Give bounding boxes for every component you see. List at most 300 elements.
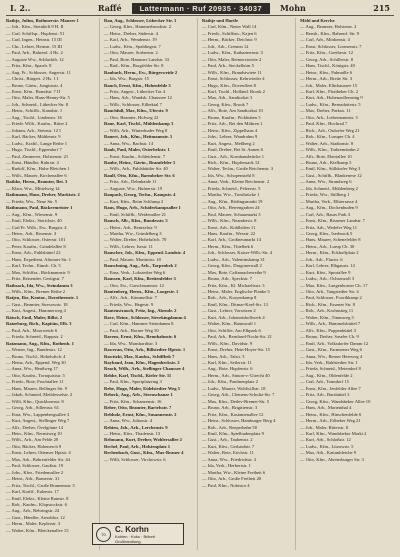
directory-entry: — Frieda, Schneid., Rappstr. 2 [6, 334, 63, 340]
directory-entry: — Kurt, Kfm., Sportallee 9 [300, 269, 351, 275]
directory-entry: — Ida, Ww., Manshardtstr. 3 [104, 340, 158, 346]
directory-entry: — Karl, Tischl., Holländ. Brook 2 [202, 88, 265, 94]
directory-entry: — Rich., Arb., Osdorfer Weg 21 [300, 127, 360, 133]
directory-entry: — Christ., Bürgert. 2 Hs. 1 I [6, 76, 59, 82]
directory-entry: — Rob., Kfm., Luruper Ch. 4 [300, 134, 355, 140]
directory-entry: — Kurt, Arb., Schloßstr. 12 [300, 437, 351, 443]
directory-entry: — Emil, Elektr., Kleine Rainstr. 8 [6, 495, 69, 501]
directory-entry: — Fritz, Arb., Wedeler Weg 11 [300, 224, 358, 230]
directory-entry: Reach, Wilh., Arb., Stellinger Chaussee 4 [104, 366, 185, 372]
directory-entry: — Walter, Kfm., Bleickenallee 15 [6, 527, 69, 533]
directory-entry: — Ida, Ww., Burgstr. 15 [104, 76, 149, 82]
directory-entry: — Friedr. Wilh., Kaufm., Ritter 2 [6, 121, 68, 127]
directory-entry: — Heinr., Schiffb., Kanalstr. 1 [6, 108, 63, 114]
directory-entry: — Anna, Ww., Heußweg 17 [6, 366, 58, 372]
directory-entry: — Rich., Kfm., Essener Str. 8 [300, 301, 355, 307]
directory-entry: — Martha, Verk., Elbterrasse 4 [300, 198, 358, 204]
directory-entry: — Ludw., Kraftf., Lange Reihe 1 [6, 140, 68, 146]
directory-entry: — Ernst, Kfm., Jenfelder Allee 7 [300, 385, 361, 391]
directory-entry: — Georg, Kfm., Hammerbrookstr. 2 [104, 24, 172, 30]
directory-entry: — Walter, Dreher, Hoheluftch. 70 [104, 237, 167, 243]
header-center [98, 3, 306, 14]
directory-entry: — Alfr., Bote, Am Sandtorkai 10 [202, 108, 263, 114]
directory-entry: — Alfr., Kfm., Poppenbüttel 3 [300, 327, 356, 333]
directory-entry: Raue, Karl, Tischl., Mühlenkamp 3 [104, 121, 174, 127]
directory-entry: — Paul, Bote, Hammer Landstr. 33 [104, 56, 170, 62]
directory-entry: — Otto, Arb., Große Freiheit 20 [202, 476, 262, 482]
directory-entry: — Paul, Maurer, Schaarmarkt 3 [202, 211, 261, 217]
directory-entry: — Hein., Kfm., Nernstweg 10 [6, 431, 62, 436]
directory-columns [6, 18, 394, 550]
directory-entry: — Max, Kfm., Detlev-Bremer-Str. 5 [202, 398, 270, 404]
directory-entry: — Karl, Kfm., Flottbeker Ch. 2 [300, 88, 359, 94]
directory-entry: — Carl, Arb., Baurs Park 3 [300, 211, 351, 217]
directory-entry: — Bruno, Gärtn., Jungiusstr. 4 [6, 82, 63, 88]
directory-entry: — Gust., Arb., Taubenstr. 2 [202, 437, 253, 443]
directory-entry: Rauschning, Aug., Arb., Tarpenbek 2 [104, 263, 177, 269]
directory-entry: — Fritz, Angest., Lübecker Tor 4 [104, 88, 166, 94]
directory-entry: — Ernst, Kfm., Rissener Landstr. 7 [300, 218, 365, 224]
directory-entry: Rätsch, Emil, Maler, Billst. 2 [6, 314, 63, 320]
column-3 [202, 18, 296, 550]
directory-entry: — Erna, Ww., Lappenbergsallee 3 [6, 411, 70, 417]
directory-entry: Raybaud, Jean, Kfm., Hagenbeckstr. 2 [104, 360, 180, 366]
directory-entry: — Fritz, Tischl., Große Brunnenstr. 5 [6, 482, 75, 488]
directory-entry: — Wilh., Maurer, Kirchenallee 6 [6, 172, 67, 178]
directory-entry: — Herm., Maler, Keplerstr. 3 [6, 521, 61, 527]
directory-entry: Rawitzki, Max, Kaufm., Schiffbek 7 [104, 353, 175, 359]
directory-entry: — Hugo, Kfm., Dovenfleet 8 [202, 82, 256, 88]
directory-entry: — Georg, Kfm., Iserbrook 5 [300, 230, 353, 236]
directory-entry: — Gust., Schiffb., Blankenese 12 [300, 172, 362, 178]
directory-entry: — Ernst, Arb., Fuhlsbüttel 22 [6, 250, 61, 256]
directory-entry: — Kurt, Angest., Meßberg 2 [202, 140, 255, 146]
directory-entry: — Heinr., Arb., Lurup Ch. 30 [300, 243, 355, 249]
directory-entry: — Ludw., Arb., Valentinskamp 31 [202, 256, 265, 262]
directory-entry: — Joh., Maler, Elbchaussee 15 [300, 82, 358, 88]
page-header [0, 0, 400, 16]
directory-entry: — Heinr., Kfm., Hinschenfelde 6 [300, 411, 362, 417]
directory-entry: Rathje und Hartle [202, 18, 238, 23]
directory-entry: — Karl, Kfm., Wandsbeker Markt 2 [300, 431, 367, 436]
directory-entry: — Wilh., Kfm., Brandstwiete 11 [202, 69, 262, 75]
directory-entry: — Frieda, Schneid., Pelzerstr. 5 [202, 185, 261, 191]
ad-line-2: Großhandlung [115, 538, 141, 544]
directory-entry: — Fritz, Arb., Dehnhaide 11 [104, 179, 157, 185]
directory-entry: — Alfr., Dreher, Övelgönne 14 [6, 424, 64, 430]
directory-entry: — Max, Schiffsz., Böckmannstr. 9 [6, 269, 70, 275]
directory-entry: — Herm., Arb., Eilbeker Weg 21 [300, 418, 361, 424]
directory-entry: — Aug., Kfm., Rödingsmarkt 19 [202, 198, 263, 204]
directory-entry: — Ludw., Kfm., Litzowstr. 5 [300, 443, 354, 449]
directory-entry: — Otto, Schiffer, Am Elbpark 6 [202, 327, 261, 333]
directory-entry: Raupach, Georg, Techn., Kampstr. 4 [104, 192, 176, 198]
directory-entry: — Emil, Kfm., Spielbudenplatz 9 [202, 431, 264, 436]
directory-entry: — Gust., Lehrer, Vorsetzen 2 [202, 308, 256, 314]
directory-entry: — Bruno, Dreher, Saseler Ch. 9 [300, 334, 359, 340]
directory-entry: — Georg, Kfm., Wandsbeker Allee 10 [300, 398, 371, 404]
directory-entry: — Rud., Kfm., Borgfelder Str. 8 [104, 63, 164, 69]
ad-logo: 70 [96, 527, 111, 542]
directory-entry: — Fritz, Reisender, Gertigstr. 7 [6, 276, 64, 282]
directory-entry: Raweran, Otto, Arb., Billstedter Hptstr. 1 [104, 347, 186, 353]
column-1 [6, 18, 100, 550]
directory-entry: — Ernst, Kaufm., Schleidenstr. 7 [104, 153, 165, 159]
directory-entry: — Herm., Kfm., Eckhoffplatz 2 [300, 250, 359, 256]
directory-entry: Rau, Aug., Schlosser, Lübecker Str. 1 [104, 18, 177, 23]
directory-entry: Raubach, Herm., Ew., Bürgerweide 2 [104, 69, 178, 75]
directory-entry: Raus, Hugo, Arb., Schäferkampsallee 1 [104, 205, 181, 211]
directory-entry: — Fritz, Arb., Bei den Mühren 1 [202, 121, 263, 127]
directory-entry: Rauchfuß, Max, Kfm., Uferstr. 9 [104, 108, 168, 114]
directory-entry: — Heinr., Arb., Barnerstr. 31 [6, 476, 60, 482]
directory-entry: — Otto, Ew., Curschmannstr. 12 [104, 282, 164, 288]
directory-entry: — Kurt, Arb., Johannisbollwerk 4 [202, 314, 265, 320]
directory-entry: — Paul, Arb., Horner Weg 50 [104, 327, 159, 333]
directory-entry: — Peter, Kaufm., Grindelallee 8 [6, 243, 66, 249]
advertisement [92, 523, 184, 545]
directory-entry: — Herm., Bäcker, Deichstr. 9 [202, 37, 257, 43]
directory-entry: — Bruno, Arb., Brigittenstr. 3 [202, 405, 258, 411]
directory-entry: — Ludw., Kfm., Spaldingstr. 7 [104, 43, 161, 49]
directory-entry: — Ida, Verk., Rahlstedter Str. 1 [300, 360, 358, 366]
directory-entry: — Willi, Kfm., Quickbornstr. 8 [6, 398, 64, 404]
directory-entry: — Erna, Verk., Lokstedter Weg 6 [104, 269, 166, 275]
directory-entry: — Ernst, Lehrer, Ottenser Hptstr. 4 [6, 450, 71, 456]
directory-entry: — Otto, Schlosser, Osterstr. 101 [6, 237, 66, 243]
column-4 [300, 18, 394, 550]
directory-entry: — Herm., Kfm., Thielbek 6 [202, 243, 254, 249]
directory-entry: — Max, Kfm., Langenhorner Ch. 17 [300, 282, 368, 288]
directory-entry: Rebbe, Karl, Tischl., Kieler Str. 11 [104, 372, 172, 378]
directory-entry: — Auguste, Ww., Hufnerstr. 19 [104, 185, 163, 191]
directory-entry: — Otto, Bäcker, Hohenesch 9 [6, 443, 62, 449]
directory-entry: — Max, Arb., Bahrenfelder Str. 44 [6, 456, 70, 462]
directory-entry: — Fritz, Kfm., Kl. Michaelisstr. 3 [202, 282, 265, 288]
directory-entry: — Rob., Arb., Krohnstieg 11 [300, 308, 354, 314]
directory-entry: — Hans, Arb., Marienthal 4 [300, 405, 352, 411]
directory-entry: — Paul, Kfm., Nobistor 4 [202, 482, 250, 488]
directory-entry: — Bruno, Kaufm., Pickhuben 5 [202, 114, 261, 120]
directory-entry: — Fritz, Kfm., Schanzenstr. 16 [104, 398, 162, 404]
directory-entry: — Carl, Kfm., Neuer Wall 14 [202, 24, 257, 30]
directory-entry: — Ernst, Händler, Ruhrstr. 4 [6, 159, 59, 165]
directory-entry: Ravens, Ernst, Kfm., Rennbahnstr. 6 [104, 334, 177, 340]
directory-entry: — Walter, Bote, Erichstr. 11 [202, 450, 254, 456]
directory-entry: — Bruno, Tischl., Hoheluftch. 4 [6, 353, 66, 359]
directory-entry: Rauh, Paul, Maler, Osterbekstr. 1 [104, 147, 170, 153]
directory-entry: — Gust., Kfm., Farmsener Weg 6 [300, 347, 362, 353]
directory-entry: — Fritz, Kfm., Goethestr. 12 [300, 50, 354, 56]
directory-entry: — Max, Dreher, Parkstr. 11 [300, 108, 351, 114]
directory-entry: — Emil, Dreher, Bei St. Annen 6 [202, 147, 263, 153]
directory-entry: — Emil, Kfm., Sülldorfer Weg 3 [300, 166, 361, 172]
directory-entry: Ratzeburg, Rich., Kapitän, Elb. 3 [6, 321, 72, 327]
directory-entry: Rebe, Hugo, Maler, Eidelstedter Weg 5 [104, 385, 180, 391]
directory-entry: — Joh., Maler, Ritterstr. 8 [300, 424, 349, 430]
directory-entry: Rebien, Joh., Arb., Lerchenstr. 9 [104, 424, 168, 430]
directory-entry: — Joh., Schlosser, Kaiser-Wilh.-Str. 4 [202, 250, 273, 256]
directory-entry: Raussen, Karl, Kfm., Breitenfelder 3 [104, 276, 176, 282]
directory-entry: — Paul, Schlosser, Foorthkamp 2 [300, 295, 362, 301]
directory-entry: Rave, Heinr., Schlosser, Sievekingdamm 4 [104, 314, 186, 320]
directory-entry: Rausch, Alb., Kfm., Bundesstr. 5 [104, 218, 168, 224]
directory-entry: — Aug. Fr., Schlosser, Angerstr. 11 [6, 69, 71, 75]
directory-entry: — Emil, Kfm., Ditmar-Koel-Str. 13 [202, 301, 268, 307]
directory-entry: — Paul, Arb., Bahrenf. 4 Hs. 2 [6, 50, 63, 56]
directory-entry: — Otto, Maurer, Sorbenstr. 2 [104, 50, 158, 56]
directory-entry: Möhl und Kerche [300, 18, 335, 23]
directory-entry: Reber, Otto, Beamter, Bartelsstr. 7 [104, 405, 172, 411]
directory-entry: Raulf, Otto, Kfm., Barmbeker Str. 6 [104, 172, 175, 178]
directory-entry: — Bruno, Arb., Kielkamp 5 [300, 159, 352, 165]
directory-entry: — Auguste Ww., Schlachth. 12 [6, 56, 64, 62]
header-rule [6, 15, 394, 16]
directory-entry: — Joh., Arb., Cremon 12 [202, 43, 249, 49]
directory-entry: — Alfr., Arb., Kümmellstr. 7 [104, 295, 157, 301]
directory-entry: — Bernh., Kfm., Bahrenf. Str. 9 [300, 30, 360, 36]
directory-entry: — Wilh., Arb., Fuhlsbüttler Str. 40 [104, 166, 168, 172]
directory-entry: — Paul, Arb., Bernhard-Nocht-Str. 21 [202, 334, 272, 340]
directory-entry: — Wilh., Kfm., Bremer Reihe 2 [6, 289, 66, 295]
directory-entry: Rechenbach, Gust., Kfm., Max-Brauer 4 [104, 450, 184, 456]
ad-line-1: Kohlen · Koks · Brikett [115, 533, 155, 539]
directory-entry: Ratzmann, Aug., Kfm., Rothenb. 1 [6, 340, 74, 346]
directory-entry: — Ludw., Arb., Ochsenzoll 3 [300, 276, 355, 282]
directory-entry: Rechel, Paul, Arb., Holstenplatz 1 [104, 443, 171, 449]
directory-entry: — Heinr., Kfm., Thadenstr. 13 [104, 431, 161, 436]
directory-entry: — Carl, Ingen., Heinstr. 15 III [6, 37, 62, 43]
directory-entry: — Walter, Kfm., Baumwall 1 [202, 321, 257, 327]
directory-entry: — Fritz, Kfm., Kastanienallee 12 [202, 411, 264, 417]
directory-entry: — Otto, Arb., Herrengraben 24 [202, 205, 260, 211]
directory-entry: — Otto, Arb., Liebermannstr. 3 [300, 114, 358, 120]
directory-entry: — Hugo, Tischl., Eppendorf 7 [6, 147, 62, 153]
directory-entry: — Georg, Kfm., Dragonerstall 2 [202, 263, 262, 269]
directory-entry: — Ludw., Maurer, Wohlwillstr. 18 [202, 385, 266, 391]
directory-entry: Rauch, Ernst, Kfm., Hohenfelde 3 [104, 82, 171, 88]
directory-entry: — Bruno, Arb., Speckstr. 7 [202, 276, 253, 282]
directory-entry: — Carl, Kfm., Hammer Steindamm 8 [104, 321, 174, 327]
directory-entry: — Ida, Schneid., Mühlenberg 2 [300, 185, 358, 191]
directory-entry: — Johs., Lehrer, Wandrahm 9 [202, 134, 258, 140]
directory-entry: — Emil, Arb., Volksdorfer Damm 12 [300, 340, 369, 346]
directory-entry: — Aug., Tischl., Lindenstr. 16 [6, 114, 62, 120]
directory-entry: — Anna, Verk., Kleine Reichenstr. 2 [202, 179, 270, 185]
directory-entry: — Paul, Arb., Moorweide 6 [6, 327, 58, 333]
directory-entry: — Ludw., Kfm., Katharinenstr. 3 [202, 50, 263, 56]
directory-entry: — Aug., Arb., Behringstr. 24 [6, 508, 60, 514]
directory-entry: — Willi, Arb., Winterhuder Weg 8 [104, 127, 168, 133]
publisher-banner: Lattermann · Ruf 20935 · 34037 [132, 3, 270, 14]
directory-entry: — Martha, Ww., Trostbrücke 1 [202, 192, 260, 198]
directory-entry: — Karl, Bäcker, Mühlenstr. 9 [6, 134, 61, 140]
directory-entry: Rathmann, Hans, Dreher, Marktstr. 2 [6, 192, 80, 198]
directory-entry: — Ernst, Arb., Kohlhöfen 11 [202, 224, 256, 230]
directory-entry: — Paul, Maurer, Martinistr. 18 [104, 256, 161, 262]
directory-entry: — Joh., Kfm., Steinhöft 9 H. II [6, 24, 64, 30]
directory-entry: — Ida, Verk., Herbertstr. 1 [202, 463, 251, 469]
directory-entry: — Karl, Lehrer, Elbgaustr. 14 [300, 263, 355, 269]
directory-entry: — Max, Bote, Caffamacherreihe 9 [202, 269, 266, 275]
directory-entry: — Georg, Kfm., Brook 7 [202, 101, 249, 107]
directory-entry: — Friedr., Schiffsm., Kajen 6 [202, 30, 257, 36]
directory-entry: — Martha, Ww., Grindelberg 3 [104, 230, 162, 236]
directory-entry: — Carl, Arb., Mörkenstr. 4 [300, 37, 350, 43]
directory-entry: Rebeck, Aug., Arb., Sternschanze 1 [104, 392, 173, 398]
directory-entry: — Aug., Beamter, Holstenw. 2 [300, 24, 357, 30]
directory-entry: — Otto, Maler, Hans-Henny-Str. 5 [6, 95, 70, 101]
directory-entry: — Heinr., Arb., Rosenstr. 3 [6, 230, 57, 236]
directory-entry: — Walter, Techn., Große Reichenstr. 3 [202, 166, 274, 172]
directory-entry: — Anna, Ww., Berner Heerweg 4 [300, 353, 363, 359]
directory-entry: — Gust., Arb., Kornhausbrücke 1 [202, 153, 265, 159]
directory-entry: — Jakob, Schmied, Methfesselstr. 2 [6, 392, 73, 398]
page-number-left: I. 2.. [10, 3, 31, 13]
directory-entry: — Aug., Bote, Hopfenstr. 6 [202, 366, 253, 372]
directory-entry: — Hans, Maurer, Rellinger Str. 9 [6, 385, 68, 391]
directory-entry: — Wilh., Lehrer, Isestr. 11 [104, 243, 153, 249]
directory-entry: — Aug., Kfm., Oldenfelde 2 [300, 372, 353, 378]
directory-entry: — Werner, Ing., Bundesstr. 12 [6, 347, 62, 353]
directory-entry: — Herm., Arb., Breite Str. 3 [300, 76, 353, 82]
directory-entry: — Martha, Ww., Kleine Freiheit 6 [202, 469, 266, 475]
running-head-left: Raffé [97, 3, 122, 13]
directory-entry: — Ernst, Schlosser, Lornsenstr. 7 [300, 43, 362, 49]
directory-entry: — Paul, Kfm., Sportplatzring 3 [104, 379, 162, 385]
directory-entry: — Karl, Kraftf., Eulenstr. 17 [6, 489, 59, 495]
directory-entry: Rathje, Julius, Bothmerstr. Maurer 1 [6, 18, 79, 23]
directory-entry: — Otto, Kfm., Ahrensburger Str. 3 [300, 456, 364, 462]
directory-entry: — Hans, Kaufm., Wexstr. 22 [202, 230, 256, 236]
directory-entry: — Klara, Ww., Mittelweg 14 [6, 185, 60, 191]
directory-entry: Rathke, Herm., Beamter, Bei. 3 [6, 179, 68, 185]
directory-entry: Rauert, Joh., Kfm., Heitmannstr. 5 [104, 134, 173, 140]
directory-entry: — Kurt, Angest., Hammerweg 4 [6, 308, 66, 314]
directory-entry: — Joh., Arb., Flurstr. 6 [300, 256, 343, 262]
directory-entry: — Carl, Schiffsp., Hopfenst. 51 [6, 30, 65, 36]
directory-entry: — Wilh., Kfm., Neanderstr. 8 [202, 218, 257, 224]
directory-entry: — Karl, Kfm., Seilerstr. 11 [202, 360, 252, 366]
directory-entry: — Anna, Ww., Strandweg 6 [300, 179, 352, 185]
directory-entry: — Hans, Maurer, Schenefelder 8 [300, 237, 361, 243]
directory-entry: Rauhe, Heinr., Gärtn., Bramfelder 3 [104, 159, 176, 165]
directory-entry: — Joh., Kfm., Paulinenplatz 2 [202, 379, 258, 385]
directory-entry: — Herm., Arb., Simon-v.-Utrecht 40 [202, 372, 270, 378]
directory-entry: — Hans, Arb., Talstr. 3 [202, 353, 245, 359]
directory-entry: — Rob., Kaufm., Klopstockstr. 6 [6, 501, 67, 507]
directory-entry: Rathsack, Ida, Ww., Steindamm 3 [6, 282, 73, 288]
directory-entry: — Aug., Kfm., Dockenhuden 9 [300, 205, 358, 211]
directory-entry: Rebmann, Kurt, Dreher, Wohlersallee 2 [104, 437, 182, 443]
directory-entry: — Heinz, Arb., Eppend. Weg 30 [6, 360, 66, 366]
directory-entry: — Hans, Tischl., Königstr. 40 [300, 63, 355, 69]
directory-entry: — Max, Arb., Kattunbleiche 9 [300, 450, 357, 456]
directory-entry: — Johann, Arb., Steinstr. 12 I [6, 127, 61, 133]
directory-entry: — Heinr., Kfm., Zippelhaus 4 [202, 127, 258, 133]
directory-entry: — Frieda, Schneid., Meiendorf 8 [300, 366, 361, 372]
directory-entry: — Wilh., Arb., Am Felde 20 [6, 437, 59, 443]
directory-entry: — Heinr., Schlosser, Hamburger Berg 4 [202, 418, 276, 424]
directory-entry: — Friedr., Bote, Fruchtallee 11 [6, 379, 64, 385]
directory-entry: — Rudolf, Kfm., Hohe Bleichen 1 [6, 166, 70, 172]
directory-entry: — Wilh., Arb., Hummelsbüttel 7 [300, 321, 361, 327]
directory-entry: — Kurt, Kfm., Gerhardstr. 7 [202, 443, 255, 449]
directory-entry: Ratjen, Ilse, Kontor., Dorotheenstr. 1 [6, 295, 79, 301]
ad-company-name: C. Korhn [115, 524, 149, 534]
directory-entry: — Paul, Kfm., Hochrad 7 [300, 121, 348, 127]
directory-entry: — Heinr., Arb., Rentzelstr. 9 [104, 224, 157, 230]
directory-entry: — Karl, Arb., Wendenstr. 19 [104, 37, 157, 43]
directory-entry: — Otto, Arb., Tangstedter Str. 4 [300, 289, 359, 295]
directory-entry: — Wilh., Schlosser, Eilbektal 7 [104, 101, 162, 107]
directory-entry: — Wilh., Kfm., Trabrennbahn 2 [300, 147, 359, 153]
directory-entry: — Carl Fr. Wilh., Ew., Burgstr. 4 [6, 224, 67, 230]
directory-entry: Rautenstrauch, Fritz, Ing., Abendr. 2 [104, 308, 177, 314]
directory-entry: — Ernst, Dreher, Hein-Hoyer-Str. 15 [202, 347, 270, 353]
directory-entry: — Fritz, Kfm., Sparrh. 8 [6, 63, 52, 69]
directory-entry: — Aug., Kfm., Wiesenstr. 9 [6, 211, 58, 217]
directory-entry: — Emil, Elektr., Sierichstr. 40 [6, 218, 62, 224]
directory-entry: — Rob., Arb., Krayenkamp 8 [202, 295, 257, 301]
directory-entry: Rautenberg, Herm., Kfm., Loogestr. 1 [104, 289, 179, 295]
directory-entry: Rauscher, Joh., Kfm., Eppend. Landstr. 4 [104, 250, 186, 256]
directory-entry: — Fritz, Arb., Barsbüttel 3 [300, 392, 350, 398]
directory-entry: — Heinr., Dreher, Süderstr. 4 [104, 30, 158, 36]
directory-entry: Rathmann, Paul, Bäckermeister 1 [6, 205, 73, 211]
directory-entry: — Otto, Beamter, Hofweg 22 [104, 114, 159, 120]
directory-entry: — Anna, Ww., Friedrichstr. 3 [202, 456, 257, 462]
directory-entry: — Frieda, Ww., Süllberg 1 [300, 192, 350, 198]
directory-entry: — Rich., Kfm., Hopfensack 12 [202, 159, 260, 165]
directory-entry: — Hans, Arb., Wandsb. Chaussee 12 [104, 95, 172, 101]
directory-entry: — Ernst, Kfm., Brandstr. 7 II [6, 88, 60, 94]
directory-entry: — Heinr., Maler, Englische Planke 5 [202, 289, 270, 295]
directory-entry: — Gust., Beamter, Stresowstr. 18 [6, 301, 68, 307]
directory-entry: — Karl, Techn., Eimsb. Ch. 5 [6, 263, 61, 269]
directory-entry: — Kurt, Arb., Hohenzollernring 9 [300, 95, 363, 101]
running-head-right: Mohn [280, 3, 306, 13]
directory-entry: — Walter, Kfm., Timmweg 5 [300, 314, 354, 320]
directory-entry: — Georg, Arb., Sillemstr. 61 [6, 405, 59, 411]
directory-entry: — Paul, Zimmerer, Holstenstr. 21 [6, 153, 69, 159]
column-2 [104, 18, 198, 550]
directory-entry: — Carl, Arb., Tonndorf 15 [300, 379, 349, 385]
directory-entry: — Karl, Arb., Großneumarkt 14 [202, 237, 262, 243]
page-number-right: 215 [373, 3, 390, 13]
directory-entry: — Georg, Arb., Schillerstr. 8 [300, 56, 353, 62]
directory-entry: — Kurt, Angest., Stellinger Weg 7 [6, 418, 70, 424]
directory-entry: Rebholz, Ernst, Kfm., Susannenstr. 2 [104, 411, 177, 417]
directory-entry: — Hans, Expedient, Altonaer Str. 1 [6, 256, 72, 262]
directory-entry: — Kurt, Kfm., Beim Schlump 2 [104, 198, 164, 204]
directory-entry: — Frieda, Ww., Hegestr. 9 [104, 301, 154, 307]
directory-entry: — Gust., Händler, Arnoldstr. 12 [6, 514, 65, 520]
directory-entry: — Ida, Ww., Schopenstehl 8 [202, 172, 255, 178]
directory-entry: — Walter, Arb., Stadionstr. 8 [300, 140, 354, 146]
directory-entry: — Chr., Lehrer, Heinstr. 15 III [6, 43, 63, 49]
directory-entry: — Alfr., Bote, Ebertallee 10 [300, 153, 352, 159]
directory-entry: — Anna, Ww., Bachstr. 14 [104, 140, 154, 146]
directory-entry: — Willi, Schlosser, Virchowstr. 6 [104, 456, 166, 462]
directory-entry: — Georg, Arb., Clemens-Schultz-Str. 7 [202, 392, 275, 398]
directory-entry: — Frieda, Ww., Neue Str. 5 [6, 198, 58, 204]
directory-entry: — Joh., Schneid., Lübecker Str. 8 [6, 101, 69, 107]
directory-entry: — Johs., Kfm., Friedensallee 2 [6, 469, 64, 475]
directory-entry: — Ludw., Kfm., Bernadottestr. 5 [300, 101, 361, 107]
directory-entry: — Max, Arb., Sandtorkai 3 [202, 95, 253, 101]
directory-entry: — Wilh., Kfm., Davidstr. 9 [202, 340, 253, 346]
